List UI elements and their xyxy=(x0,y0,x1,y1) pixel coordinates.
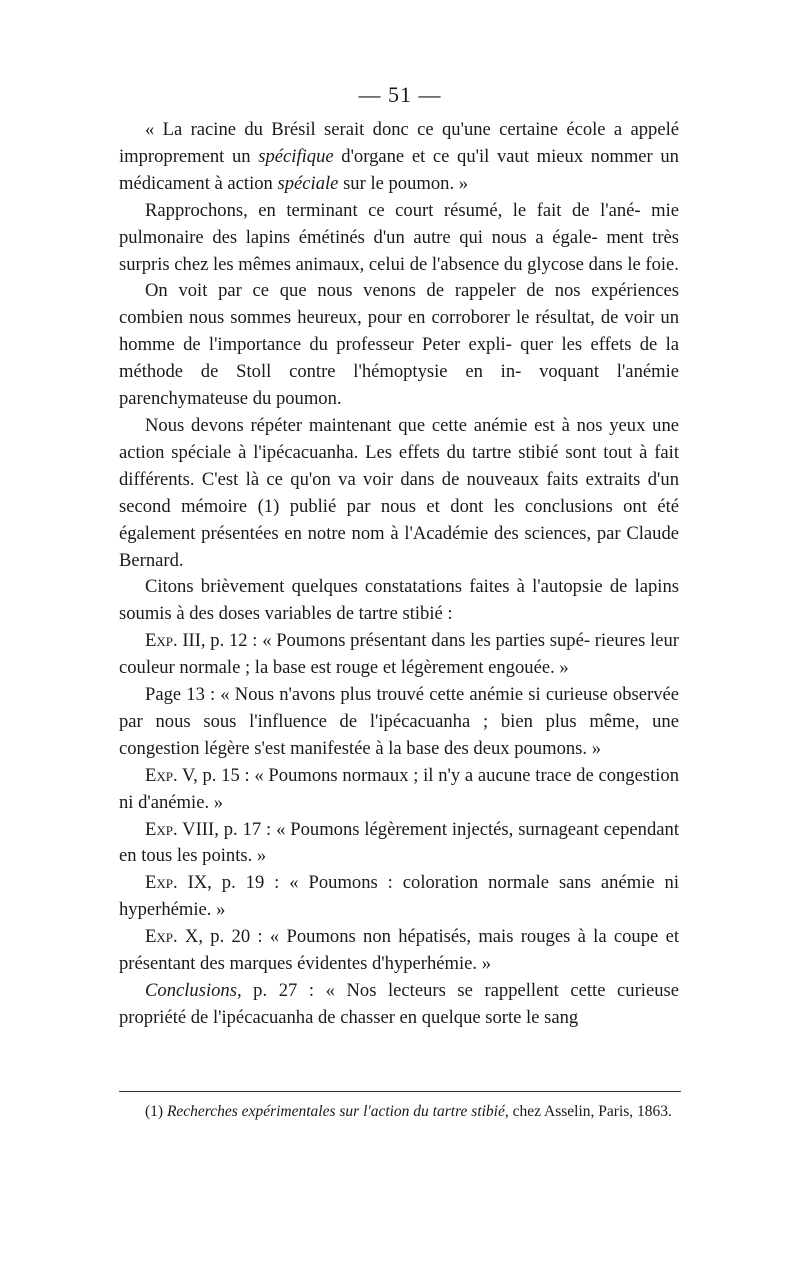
paragraph-6-segment: . III, p. 12 : « Poumons présentant dans les parties supé- rieures leur couleur normale ; la base est rouge et légèrement engouée. » xyxy=(119,630,679,679)
paragraph-10 xyxy=(119,870,679,924)
paragraph-10-segment: Exp xyxy=(145,872,173,894)
paragraph-6 xyxy=(119,628,679,682)
paragraph-8 xyxy=(119,763,679,817)
paragraph-1-segment: sur le poumon. » xyxy=(338,172,469,194)
paragraph-7-segment: Page 13 : « Nous n'avons plus trouvé cette anémie si curieuse observée par nous sous l'influence de l'ipécacuanha ; bien plus même, une congestion légère s'est manifestée à la base des deux poumons. » xyxy=(119,684,679,759)
paragraph-6-segment: Exp xyxy=(145,630,173,652)
footnote-segment: , chez Asselin, Paris, 1863. xyxy=(504,1103,672,1120)
paragraph-3-segment: On voit par ce que nous venons de rappeler de nos expériences combien nous sommes heureux, pour en corroborer le résultat, de voir un homme de l'importance du professeur Peter expli- quer les effets de la méthode de Stoll contre l'hémoptysie en in- voquant l'anémie parenchymateuse du poumon. xyxy=(119,280,679,410)
body-text xyxy=(119,117,679,1032)
paragraph-5 xyxy=(119,574,679,628)
paragraph-11-segment: . X, p. 20 : « Poumons non hépatisés, mais rouges à la coupe et présentant des marques évidentes d'hyperhémie. » xyxy=(119,926,679,975)
paragraph-9-segment: . VIII, p. 17 : « Poumons légèrement injectés, surnageant cependant en tous les points. » xyxy=(119,818,679,867)
paragraph-12-segment: , p. 27 : « Nos lecteurs se rappellent cette curieuse propriété de l'ipécacuanha de chasser en quelque sorte le sang xyxy=(119,980,679,1028)
paragraph-5-segment: Citons brièvement quelques constatations faites à l'autopsie de lapins soumis à des doses variables de tartre stibié : xyxy=(119,576,679,625)
paragraph-11-segment: Exp xyxy=(145,926,173,948)
footnote-segment: Recherches expérimentales sur l'action du tartre stibié xyxy=(166,1103,505,1120)
paragraph-8-segment: Exp xyxy=(145,764,173,786)
paragraph-1-segment: d'organe et ce qu'il vaut mieux nommer un médicament à action xyxy=(119,145,679,194)
paragraph-2-segment: Rapprochons, en terminant ce court résumé, le fait de l'ané- mie pulmonaire des lapins émétinés d'un autre qui nous a égale- ment très surpris chez les mêmes animaux, celui de l'absence du glycose dans le foie. xyxy=(119,199,679,275)
paragraph-1-segment: « La racine du Brésil serait donc ce qu'une certaine école a appelé improprement un xyxy=(119,119,679,167)
paragraph-9 xyxy=(119,817,679,871)
paragraph-1-segment: spécifique xyxy=(258,145,334,167)
paragraph-12 xyxy=(119,978,679,1032)
paragraph-4-segment: Nous devons répéter maintenant que cette anémie est à nos yeux une action spéciale à l'ipécacuanha. Les effets du tartre stibié sont tout à fait différents. C'est là ce qu'on va voir dans de nouveaux faits extraits d'un second mémoire (1) publié par nous et dont les conclusions ont été également présentées en notre nom à l'Académie des sciences, par Claude Bernard. xyxy=(119,414,679,571)
paragraph-3 xyxy=(119,278,679,413)
paragraph-2 xyxy=(119,198,679,279)
paragraph-9-segment: Exp xyxy=(145,818,173,840)
paragraph-8-segment: . V, p. 15 : « Poumons normaux ; il n'y a aucune trace de congestion ni d'anémie. » xyxy=(119,764,679,813)
paragraph-1-segment: spéciale xyxy=(277,172,339,194)
paragraph-12-segment: Conclusions xyxy=(145,980,237,1001)
paragraph-1 xyxy=(119,117,679,198)
footnote-segment: (1) xyxy=(145,1103,167,1120)
footnote xyxy=(119,1101,681,1123)
paragraph-11 xyxy=(119,924,679,978)
paragraph-10-segment: . IX, p. 19 : « Poumons : coloration normale sans anémie ni hyperhémie. » xyxy=(119,872,679,921)
paragraph-7 xyxy=(119,682,679,763)
footnote-divider xyxy=(119,1091,681,1092)
footnote-text xyxy=(119,1101,681,1123)
paragraph-4 xyxy=(119,413,679,574)
page-number: — 51 — xyxy=(358,82,442,107)
